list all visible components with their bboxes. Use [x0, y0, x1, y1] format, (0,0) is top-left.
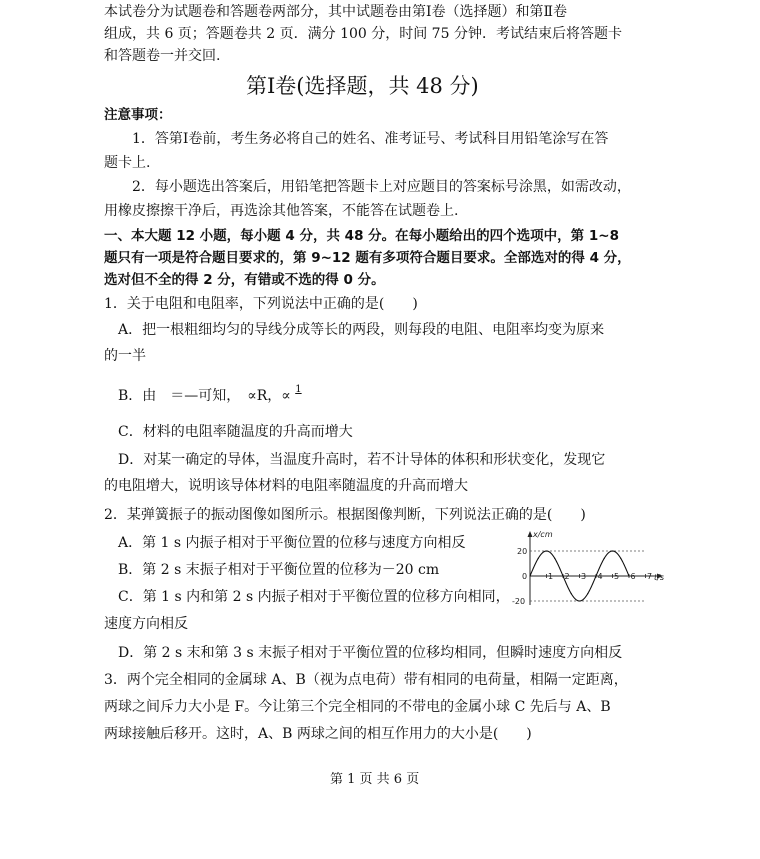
x-tick-label: 3 — [581, 572, 587, 581]
x-tick-label: 7 — [647, 572, 653, 581]
x-tick-label: 2 — [564, 572, 570, 581]
x-tick-label: 1 — [548, 572, 554, 581]
intro-line-3: 和答题卷一并交回. — [104, 48, 221, 64]
q2-option-c-line-2: 速度方向相反 — [104, 616, 188, 632]
y-tick-label: -20 — [512, 597, 526, 606]
q2-option-b: B．第 2 s 末振子相对于平衡位置的位移为－20 cm — [118, 562, 440, 578]
y-axis-label: x/cm — [533, 530, 553, 539]
x-tick-label: 5 — [614, 572, 620, 581]
origin-label: 0 — [522, 572, 528, 581]
data-point — [554, 558, 555, 559]
q2-option-c-line-1: C．第 1 s 内和第 2 s 内振子相对于平衡位置的位移方向相同， — [118, 589, 510, 605]
q1-option-b — [118, 380, 302, 406]
data-point — [538, 558, 539, 559]
data-point — [628, 575, 629, 576]
notice-item-1-line-1: 1．答第Ⅰ卷前，考生务必将自己的姓名、准考证号、考试科目用铅笔涂写在答 — [132, 131, 609, 147]
data-point — [604, 558, 605, 559]
part-one-line-1: 一、本大题 12 小题，每小题 4 分，共 48 分。在每小题给出的四个选项中，第 1~8 — [104, 228, 619, 244]
data-point — [546, 550, 547, 551]
y-axis-arrow — [528, 531, 533, 537]
data-point — [612, 550, 613, 551]
notice-item-2-line-2: 用橡皮擦擦干净后，再选涂其他答案，不能答在试题卷上. — [104, 203, 459, 219]
section-title: 第Ⅰ卷(选择题，共 48 分) — [246, 74, 479, 98]
data-point — [571, 593, 572, 594]
q1-option-a-line-1: A．把一根粗细均匀的导线分成等长的两段，则每段的电阻、电阻率均变为原来 — [118, 322, 605, 338]
q2-option-d: D．第 2 s 末和第 3 s 末振子相对于平衡位置的位移均相同，但瞬时速度方向相反 — [118, 645, 623, 661]
notice-item-1-line-2: 题卡上. — [104, 155, 151, 171]
q3-line-2: 两球之间斥力大小是 F。今让第三个完全相同的不带电的金属小球 C 先后与 A、B — [104, 699, 611, 715]
q1-option-d-line-1: D．对某一确定的导体，当温度升高时，若不计导体的体积和形状变化，发现它 — [118, 452, 606, 468]
oscillation-graph — [510, 528, 672, 610]
q1-option-c: C．材料的电阻率随温度的升高而增大 — [118, 424, 353, 440]
q2-option-a: A．第 1 s 内振子相对于平衡位置的位移与速度方向相反 — [118, 535, 466, 551]
y-tick-label: 20 — [517, 547, 528, 556]
q1-option-d-line-2: 的电阻增大，说明该导体材料的电阻率随温度的升高而增大 — [104, 478, 468, 494]
q1-option-b-fraction: 1 — [295, 384, 302, 395]
q3-line-1: 3．两个完全相同的金属球 A、B（视为点电荷）带有相同的电荷量，相隔一定距离， — [104, 672, 628, 688]
notice-item-2-line-1: 2．每小题选出答案后，用铅笔把答题卡上对应题目的答案标号涂黑，如需改动， — [132, 179, 631, 195]
q1-stem: 1．关于电阻和电阻率，下列说法中正确的是( ) — [104, 296, 418, 312]
data-point — [620, 558, 621, 559]
q2-stem: 2．某弹簧振子的振动图像如图所示。根据图像判断，下列说法正确的是( ) — [104, 507, 586, 523]
data-point — [562, 575, 563, 576]
x-tick-label: 6 — [630, 572, 636, 581]
data-point — [579, 600, 580, 601]
x-tick-label: 4 — [597, 572, 603, 581]
x-axis-label: t/s — [654, 573, 664, 582]
page-footer: 第 1 页 共 6 页 — [330, 772, 420, 787]
notice-heading: 注意事项： — [104, 107, 172, 123]
data-point — [587, 593, 588, 594]
intro-line-2: 组成，共 6 页；答题卷共 2 页．满分 100 分，时间 75 分钟．考试结束后将答题卡 — [104, 26, 622, 42]
part-one-line-2: 题只有一项是符合题目要求的，第 9~12 题有多项符合题目要求。全部选对的得 4 分， — [104, 250, 631, 266]
part-one-line-3: 选对但不全的得 2 分，有错或不选的得 0 分。 — [104, 272, 385, 288]
q1-option-b-text: B．由 ＝—可知， ∝R，∝ — [118, 388, 291, 404]
data-point — [595, 575, 596, 576]
q1-option-a-line-2: 的一半 — [104, 348, 146, 364]
q3-line-3: 两球接触后移开。这时，A、B 两球之间的相互作用力的大小是( ) — [104, 726, 532, 742]
intro-line-1: 本试卷分为试题卷和答题卷两部分，其中试题卷由第Ⅰ卷（选择题）和第Ⅱ卷 — [104, 4, 568, 20]
data-point — [529, 575, 530, 576]
